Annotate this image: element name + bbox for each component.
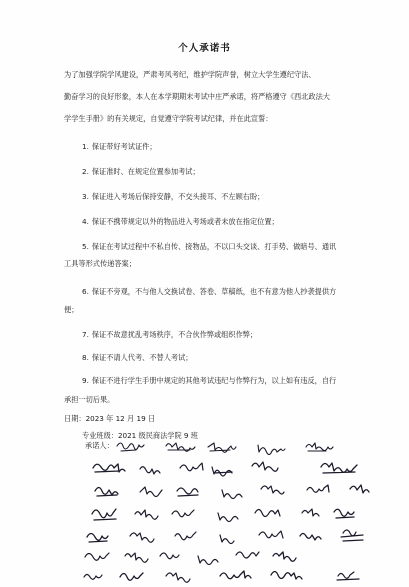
pledge-number: 1.: [82, 142, 89, 151]
pledge-item: [82, 236, 377, 258]
signers-label: 承诺人：: [85, 441, 114, 450]
signature: [92, 509, 116, 520]
pledge-text: 保证进入考场后保持安静，不交头接耳、不左顾右盼；: [91, 192, 265, 201]
signature: [321, 463, 357, 473]
pledge-number: 8.: [82, 353, 89, 362]
pledge-text: 保证带好考试证件；: [91, 142, 157, 151]
pledge-item: [82, 211, 377, 233]
pledge-item: [82, 347, 377, 369]
pledge-item: [82, 281, 377, 303]
signature: [307, 485, 329, 492]
signature: [140, 467, 160, 474]
signature: [341, 530, 363, 541]
signature: [166, 443, 195, 451]
signature: [258, 445, 285, 455]
intro-line-2: 勤奋学习的良好形象，本人在本学期期末考试中庄严承诺，将严格遵守《西北政法大: [64, 92, 330, 101]
pledge-text: 保证不故意扰乱考场秩序，不合伙作弊或组织作弊；: [91, 330, 258, 339]
pledge-date: 日期：2023 年 12 月 19 日: [64, 414, 156, 423]
signature: [218, 513, 238, 522]
pledge-text: 保证准时、在规定位置参加考试；: [91, 167, 200, 176]
signature: [95, 488, 118, 497]
signature: [117, 443, 144, 451]
signature: [85, 553, 109, 560]
pledge-number: 6.: [82, 287, 89, 296]
signature: [334, 509, 354, 518]
document-title: 个人承诺书: [178, 43, 231, 54]
signature: [172, 510, 194, 517]
pledge-6-continuation: 便；: [64, 305, 79, 314]
pledge-item: [82, 186, 377, 208]
pledge-number: 5.: [82, 242, 89, 251]
signature: [135, 510, 158, 519]
pledge-text: 保证不请人代考、不替人考试；: [91, 353, 193, 362]
class-name: 专业班级：2021 级民商法学院 9 班: [82, 431, 198, 440]
signature: [220, 571, 251, 579]
pledge-item: [82, 324, 377, 346]
pledge-9-continuation: 承担一切后果。: [64, 395, 115, 404]
signature: [337, 572, 359, 580]
signature: [222, 490, 242, 499]
intro-line-3: 学学生手册》的有关规定，自觉遵守学院考试纪律，并在此宣誓：: [64, 114, 273, 123]
signature: [212, 467, 232, 476]
signature: [175, 532, 196, 540]
pledge-item: [82, 161, 377, 183]
pledge-number: 7.: [82, 330, 89, 339]
signature: [252, 462, 278, 471]
signature: [255, 510, 280, 517]
pledge-5-continuation: 工具等形式传递答案；: [64, 259, 136, 268]
signature: [350, 485, 369, 493]
signature: [140, 487, 162, 497]
signature: [166, 573, 190, 582]
signature: [300, 534, 321, 541]
pledge-item: [82, 370, 377, 392]
pledge-number: 9.: [82, 376, 89, 385]
pledge-text: 保证不旁观，不与他人交换试卷、答卷、草稿纸，也不有意为他人抄袭提供方: [91, 287, 337, 296]
pledge-text: 保证在考试过程中不私自传、接物品，不以口头交谈、打手势、做暗号、通讯: [91, 242, 337, 251]
signature: [160, 553, 179, 559]
signature: [302, 509, 319, 516]
pledge-text: 保证不携带规定以外的物品进入考场或者未放在指定位置；: [91, 217, 279, 226]
signature: [177, 488, 198, 496]
signature: [180, 463, 203, 471]
signature: [220, 535, 234, 544]
signature: [271, 572, 302, 580]
pledge-number: 3.: [82, 192, 89, 201]
signature: [236, 552, 259, 558]
intro-line-1: 为了加强学院学风建设，严肃考风考纪，维护学院声誉，树立大学生遵纪守法、: [64, 70, 316, 79]
pledge-item: [82, 136, 377, 158]
signature: [208, 443, 236, 452]
signature: [306, 443, 333, 451]
signature: [87, 534, 108, 543]
signature: [84, 575, 102, 580]
pledge-number: 2.: [82, 167, 89, 176]
signature: [261, 486, 284, 494]
signature: [125, 553, 148, 562]
signature: [130, 533, 154, 542]
signature: [93, 464, 125, 472]
signature: [198, 556, 218, 565]
signature: [273, 552, 296, 561]
signature: [120, 573, 143, 580]
signature: [259, 531, 283, 538]
pledge-number: 4.: [82, 217, 89, 226]
pledge-text: 保证不进行学生手册中规定的其他考试违纪与作弊行为，以上如有违反，自行: [91, 376, 337, 385]
